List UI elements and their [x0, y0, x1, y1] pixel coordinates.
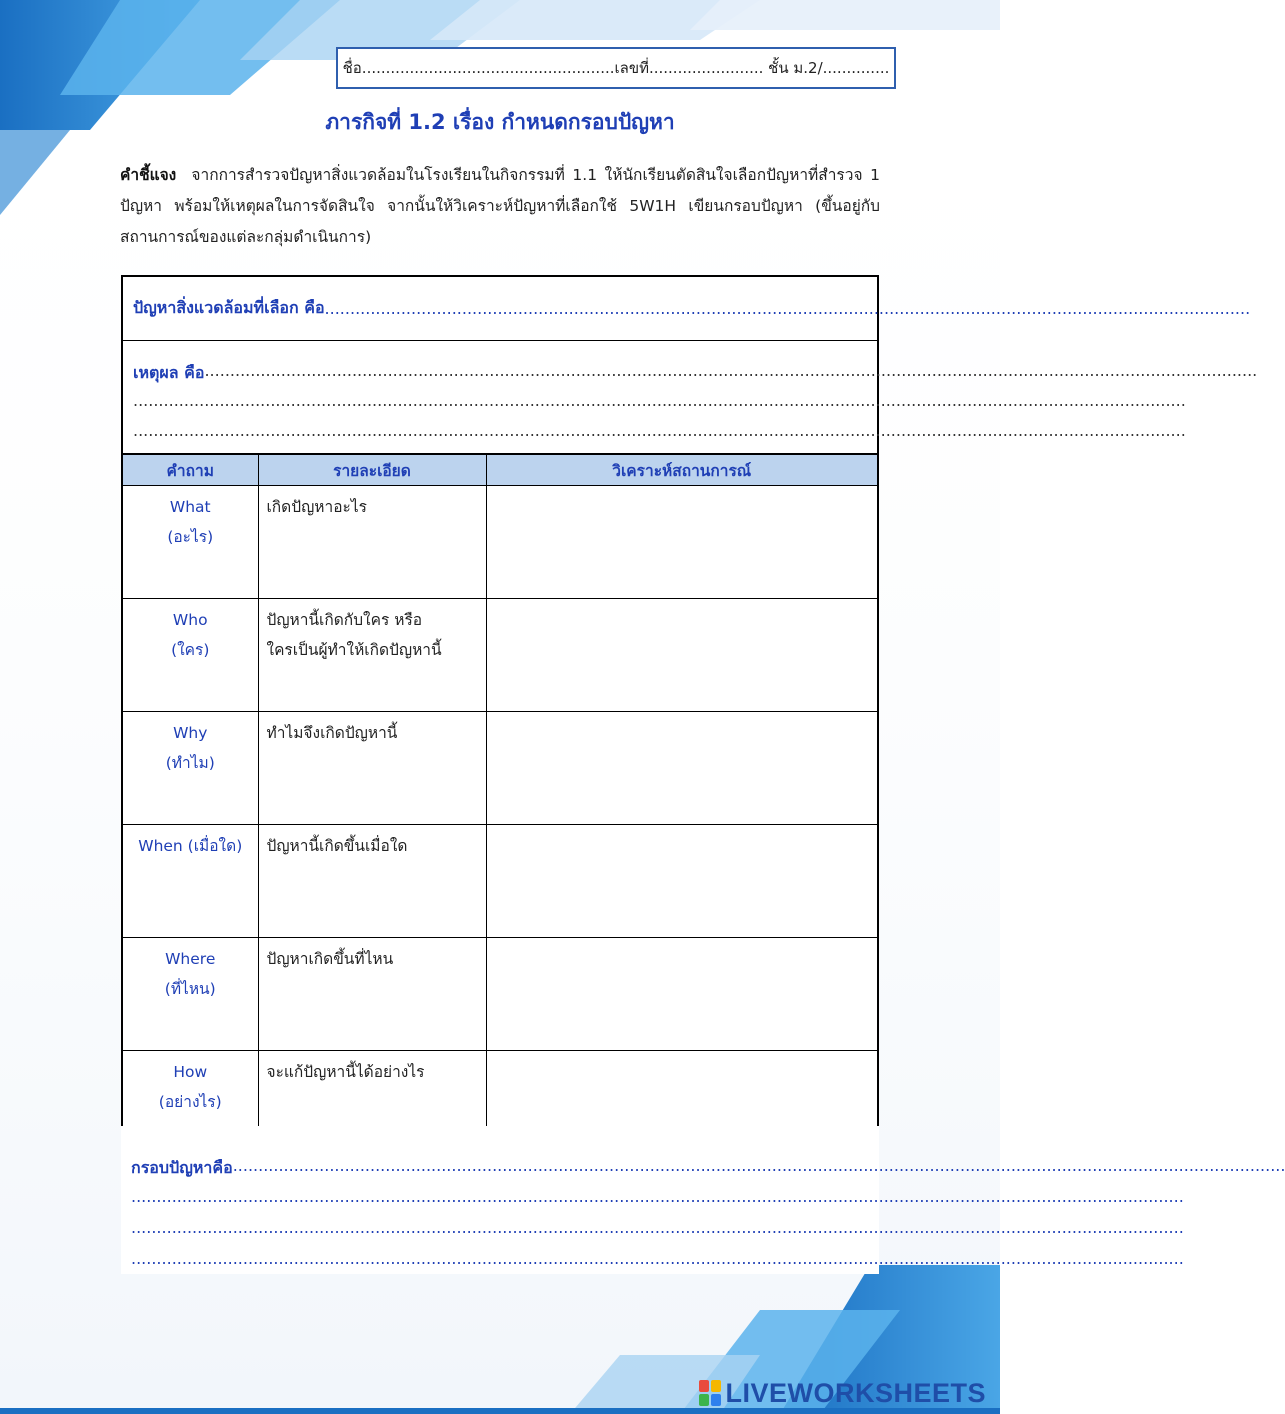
reason-block: [123, 341, 1258, 454]
detail-cell: [258, 599, 486, 712]
question-cell: [123, 938, 258, 1051]
frame-label: กรอบปัญหาคือ: [131, 1158, 233, 1177]
liveworksheets-logo-icon: [699, 1380, 721, 1406]
detail-cell: [258, 486, 486, 599]
analysis-answer-cell[interactable]: [486, 825, 877, 938]
detail-line: ทำไมจึงเกิดปัญหานี้: [266, 724, 398, 742]
header-analysis: วิเคราะห์สถานการณ์: [486, 455, 877, 486]
analysis-answer-cell[interactable]: [486, 938, 877, 1051]
detail-line: เกิดปัญหาอะไร: [266, 498, 367, 516]
table-row: [123, 712, 877, 825]
problem-answer-line[interactable]: ......................................................................................................................................................................................: [324, 299, 1251, 318]
question-th: (อะไร): [167, 528, 214, 546]
table-row: [123, 938, 877, 1051]
header-question: คำถาม: [123, 455, 258, 486]
instructions-label: คำชี้แจง: [120, 166, 177, 184]
reason-answer-line-2[interactable]: ...............................................................................................................................................................................................................: [133, 391, 1186, 410]
question-cell: [123, 712, 258, 825]
detail-cell: [258, 938, 486, 1051]
problem-label: ปัญหาสิ่งแวดล้อมที่เลือก คือ: [133, 298, 325, 317]
question-en: What: [169, 498, 211, 516]
instructions: [120, 160, 880, 253]
question-cell: [123, 599, 258, 712]
question-en: Why: [173, 724, 208, 742]
page-title: ภารกิจที่ 1.2 เรื่อง กำหนดกรอบปัญหา: [325, 110, 675, 134]
table-row: [123, 599, 877, 712]
detail-line: ใครเป็นผู้ทำให้เกิดปัญหานี้: [266, 641, 442, 659]
question-en: Where: [165, 950, 216, 968]
detail-cell: [258, 712, 486, 825]
question-en: Who: [172, 611, 208, 629]
frame-answer-line-4[interactable]: ...............................................................................................................................................................................................................: [131, 1249, 1184, 1268]
detail-line: ปัญหานี้เกิดกับใคร หรือ: [266, 611, 423, 629]
reason-answer-line-1[interactable]: ...............................................................................................................................................................................................................: [204, 361, 1258, 380]
question-th: (ทำไม): [165, 754, 215, 772]
frame-answer-line-2[interactable]: ...............................................................................................................................................................................................................: [131, 1187, 1184, 1206]
table-row: [123, 825, 877, 938]
detail-line: ปัญหาเกิดขึ้นที่ไหน: [266, 950, 394, 968]
liveworksheets-brand: [699, 1378, 986, 1408]
question-en: When (เมื่อใด): [138, 837, 243, 855]
reason-label: เหตุผล คือ: [133, 363, 205, 382]
problem-frame-block: [121, 1126, 1285, 1274]
detail-cell: [258, 825, 486, 938]
frame-answer-line-1[interactable]: ...............................................................................................................................................................................................................: [232, 1156, 1285, 1175]
analysis-answer-cell[interactable]: [486, 599, 877, 712]
problem-row: [123, 277, 1251, 341]
analysis-answer-cell[interactable]: [486, 712, 877, 825]
student-info-box: [336, 47, 896, 89]
detail-line: จะแก้ปัญหานี้ได้อย่างไร: [266, 1063, 425, 1081]
question-th: (ที่ไหน): [164, 980, 216, 998]
question-th: (ใคร): [171, 641, 210, 659]
student-info-line: ชื่อ.....................................................เลขที่........................ ชั้น ม.2/..............: [342, 59, 890, 77]
analysis-answer-cell[interactable]: [486, 486, 877, 599]
question-en: How: [173, 1063, 208, 1081]
header-detail: รายละเอียด: [258, 455, 486, 486]
worksheet-table: [121, 275, 1258, 1165]
frame-answer-line-3[interactable]: ...............................................................................................................................................................................................................: [131, 1218, 1184, 1237]
table-row: [123, 486, 877, 599]
instructions-text: จากการสำรวจปัญหาสิ่งแวดล้อมในโรงเรียนในกิจกรรมที่ 1.1 ให้นักเรียนตัดสินใจเลือกปัญหาที่สำรวจ 1 ปัญหา พร้อมให้เหตุผลในการจัดสินใจ จากนั้นให้วิเคราะห์ปัญหาที่เลือกใช้ 5W1H เขียนกรอบปัญหา (ขึ้นอยู่กับสถานการณ์ของแต่ละกลุ่มดำเนินการ): [120, 166, 880, 246]
reason-answer-line-3[interactable]: ...............................................................................................................................................................................................................: [133, 421, 1186, 440]
detail-line: ปัญหานี้เกิดขึ้นเมื่อใด: [266, 837, 408, 855]
5w1h-table: [123, 454, 877, 1163]
question-th: (อย่างไร): [158, 1093, 222, 1111]
table-header-row: [123, 455, 877, 486]
brand-name: LIVEWORKSHEETS: [725, 1377, 986, 1408]
question-cell: [123, 825, 258, 938]
question-cell: [123, 486, 258, 599]
